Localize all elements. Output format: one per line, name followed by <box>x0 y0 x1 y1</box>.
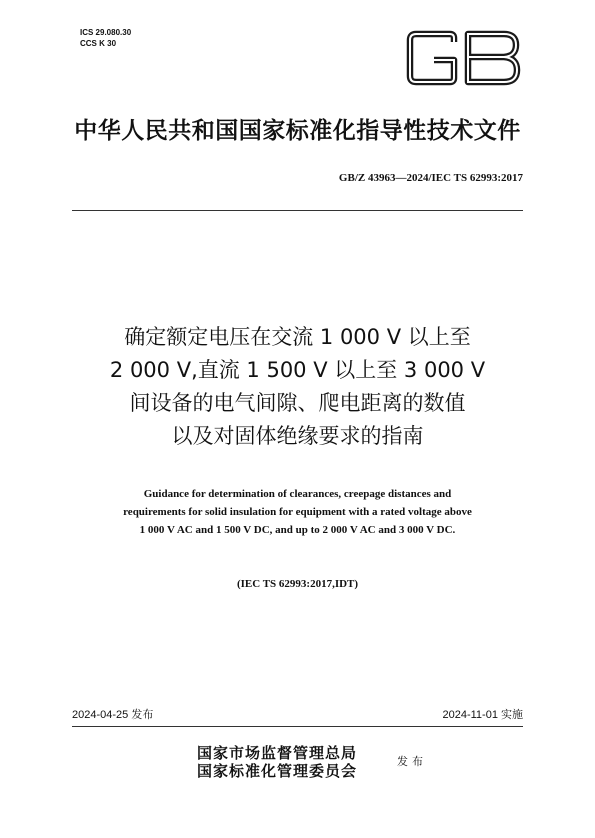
document-type-heading: 中华人民共和国国家标准化指导性技术文件 <box>74 117 521 144</box>
english-title-line-3: 1 000 V AC and 1 500 V DC, and up to 2 000 V AC and 3 000 V DC. <box>139 524 456 536</box>
standard-code: GB/Z 43963—2024/IEC TS 62993:2017 <box>338 172 523 184</box>
chinese-title-line-2: 2 000 V,直流 1 500 V 以上至 3 000 V <box>109 358 486 382</box>
issuer-samr: 国家市场监督管理总局 <box>197 744 358 762</box>
implementation-date: 2024-11-01 实施 <box>442 709 523 721</box>
equivalence-statement: (IEC TS 62993:2017,IDT) <box>236 578 359 590</box>
issuer-sac: 国家标准化管理委员会 <box>197 762 358 780</box>
chinese-title-line-4: 以及对固体绝缘要求的指南 <box>171 424 424 448</box>
issue-label: 发布 <box>397 755 427 768</box>
bottom-divider <box>72 726 523 727</box>
ccs-code: CCS K 30 <box>80 39 117 48</box>
ics-code: ICS 29.080.30 <box>80 28 132 37</box>
english-title-line-1: Guidance for determination of clearances, creepage distances and <box>143 488 452 500</box>
gb-logo <box>404 30 522 86</box>
top-divider <box>72 210 523 211</box>
chinese-title-line-3: 间设备的电气间隙、爬电距离的数值 <box>129 391 466 415</box>
publication-date: 2024-04-25 发布 <box>72 709 154 721</box>
chinese-title-line-1: 确定额定电压在交流 1 000 V 以上至 <box>124 325 471 349</box>
english-title-line-2: requirements for solid insulation for equipment with a rated voltage above <box>123 506 472 518</box>
